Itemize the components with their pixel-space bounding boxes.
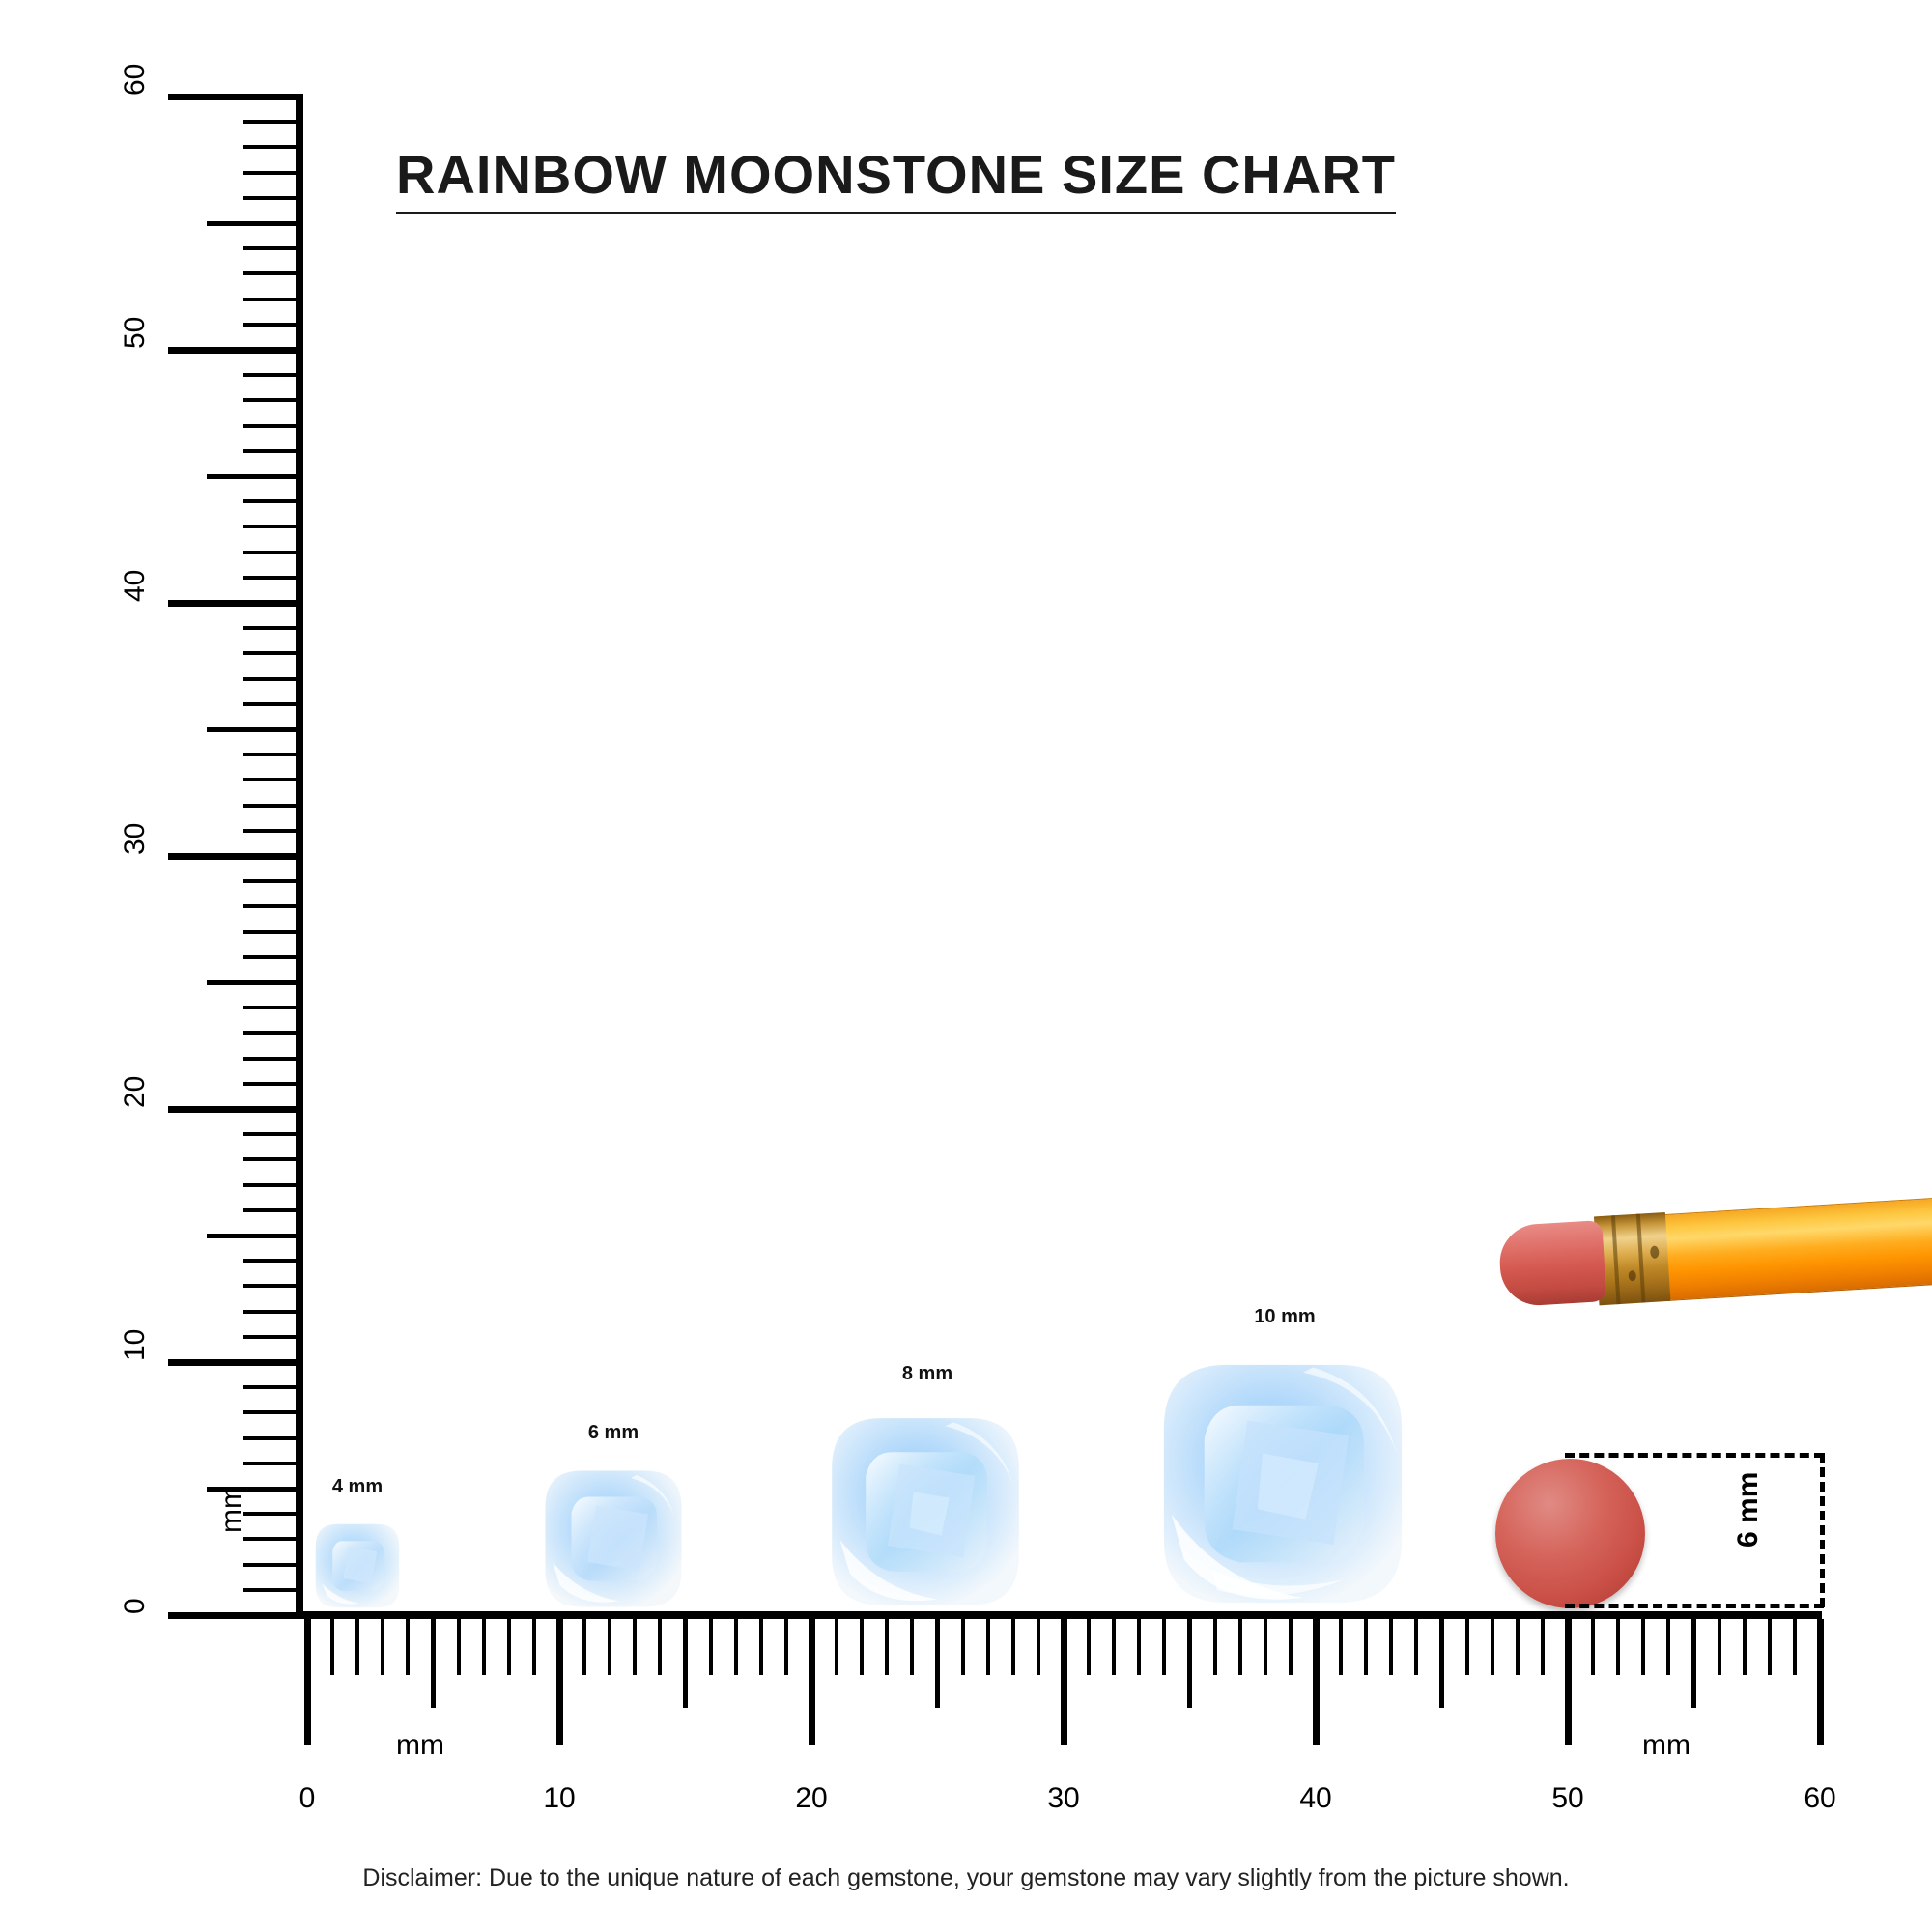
horizontal-tick [1339, 1619, 1343, 1675]
horizontal-tick [1264, 1619, 1267, 1675]
horizontal-tick [457, 1619, 461, 1675]
horizontal-tick [1162, 1619, 1166, 1675]
vertical-tick [243, 753, 303, 756]
horizontal-tick [507, 1619, 511, 1675]
horizontal-tick [809, 1619, 815, 1745]
gemstone-label-10mm: 10 mm [1254, 1306, 1316, 1327]
vertical-tick [243, 525, 303, 528]
horizontal-tick [1087, 1619, 1091, 1675]
gemstone-4mm [313, 1521, 402, 1610]
horizontal-tick [860, 1619, 864, 1675]
horizontal-tick [759, 1619, 763, 1675]
horizontal-tick [1516, 1619, 1520, 1675]
horizontal-tick [1541, 1619, 1545, 1675]
horizontal-tick [835, 1619, 838, 1675]
horizontal-tick [1137, 1619, 1141, 1675]
size-chart-canvas: RAINBOW MOONSTONE SIZE CHART 0 10 20 30 40 50 60 mm 0 10 20 30 40 50 60 mm mm 4 mm 6 mm 8 mm 10 mm 6 mm Disclaimer: Due to the unique nature of each gemstone, your gemstone may vary slightly from the picture shown. [0, 0, 1932, 1932]
vertical-tick [243, 702, 303, 706]
gemstone-10mm [1156, 1357, 1409, 1610]
horizontal-tick [608, 1619, 611, 1675]
horizontal-tick [1743, 1619, 1747, 1675]
vertical-tick [207, 980, 303, 985]
horizontal-tick-label: 50 [1551, 1782, 1584, 1814]
vertical-tick [243, 271, 303, 275]
vertical-tick [243, 904, 303, 908]
vertical-tick [243, 1157, 303, 1161]
gemstone-label-4mm: 4 mm [331, 1476, 384, 1497]
vertical-tick [243, 1284, 303, 1288]
horizontal-unit-label-left: mm [396, 1729, 444, 1761]
horizontal-tick [1465, 1619, 1469, 1675]
horizontal-tick [1793, 1619, 1797, 1675]
pencil-body [1662, 1198, 1932, 1302]
page-title: RAINBOW MOONSTONE SIZE CHART [396, 143, 1396, 214]
horizontal-tick [1037, 1619, 1040, 1675]
horizontal-tick [658, 1619, 662, 1675]
eraser-dim-bottom-line [1565, 1604, 1824, 1608]
vertical-tick [243, 398, 303, 402]
vertical-tick [168, 347, 303, 354]
horizontal-tick [709, 1619, 713, 1675]
disclaimer-text: Disclaimer: Due to the unique nature of each gemstone, your gemstone may vary slightly from the picture shown. [362, 1864, 1570, 1891]
vertical-tick [207, 474, 303, 479]
horizontal-tick [1616, 1619, 1620, 1675]
horizontal-tick [1666, 1619, 1670, 1675]
horizontal-tick [1389, 1619, 1393, 1675]
vertical-tick [243, 373, 303, 377]
horizontal-tick [1768, 1619, 1772, 1675]
horizontal-tick [532, 1619, 536, 1675]
vertical-tick [243, 804, 303, 808]
vertical-tick [168, 853, 303, 860]
horizontal-tick [431, 1619, 436, 1708]
horizontal-tick [1112, 1619, 1116, 1675]
horizontal-tick [1491, 1619, 1494, 1675]
vertical-tick [243, 1588, 303, 1592]
vertical-tick [243, 576, 303, 580]
vertical-tick [243, 424, 303, 428]
horizontal-tick-label: 10 [543, 1782, 576, 1814]
vertical-unit-label: mm [214, 1485, 247, 1533]
gemstone-8mm [826, 1412, 1025, 1611]
horizontal-tick [784, 1619, 788, 1675]
horizontal-tick [1641, 1619, 1645, 1675]
horizontal-tick [406, 1619, 410, 1675]
vertical-tick [243, 246, 303, 250]
pencil-icon [1490, 1188, 1932, 1321]
eraser-dimension-label: 6 mm [1732, 1471, 1764, 1548]
vertical-tick [243, 298, 303, 301]
horizontal-tick [1718, 1619, 1721, 1675]
horizontal-tick [1565, 1619, 1572, 1745]
vertical-tick [243, 1259, 303, 1263]
horizontal-tick [1011, 1619, 1015, 1675]
vertical-tick [207, 221, 303, 226]
horizontal-tick [885, 1619, 889, 1675]
vertical-tick [243, 930, 303, 934]
vertical-tick [243, 1082, 303, 1086]
vertical-tick [168, 94, 303, 100]
vertical-tick [243, 1512, 303, 1516]
vertical-tick [207, 727, 303, 732]
horizontal-tick [1313, 1619, 1320, 1745]
eraser-reference-circle [1495, 1459, 1645, 1608]
horizontal-tick [1414, 1619, 1418, 1675]
vertical-tick [243, 1410, 303, 1414]
horizontal-tick [1238, 1619, 1242, 1675]
horizontal-tick [381, 1619, 384, 1675]
horizontal-tick [1817, 1619, 1824, 1745]
vertical-tick [243, 551, 303, 554]
vertical-tick [243, 879, 303, 883]
horizontal-unit-label-right: mm [1642, 1729, 1690, 1761]
horizontal-tick [1289, 1619, 1293, 1675]
vertical-tick [243, 829, 303, 833]
vertical-tick [243, 499, 303, 503]
vertical-tick [207, 1234, 303, 1238]
vertical-tick [243, 171, 303, 175]
horizontal-tick-label: 20 [795, 1782, 828, 1814]
vertical-tick [243, 1537, 303, 1541]
vertical-tick [243, 120, 303, 124]
horizontal-tick-label: 40 [1299, 1782, 1332, 1814]
horizontal-ruler-axis [296, 1611, 1822, 1619]
vertical-tick [243, 1006, 303, 1009]
vertical-tick [243, 1183, 303, 1187]
gemstone-6mm [541, 1466, 686, 1611]
gemstone-label-8mm: 8 mm [901, 1363, 953, 1384]
vertical-tick [243, 1031, 303, 1035]
vertical-tick [243, 651, 303, 655]
vertical-tick [243, 1132, 303, 1136]
horizontal-tick [961, 1619, 965, 1675]
horizontal-tick [304, 1619, 311, 1745]
vertical-tick [243, 955, 303, 959]
horizontal-tick [556, 1619, 563, 1745]
vertical-tick [243, 1462, 303, 1465]
vertical-tick [243, 1335, 303, 1339]
horizontal-tick [330, 1619, 334, 1675]
vertical-tick [168, 1359, 303, 1366]
vertical-tick [243, 1057, 303, 1061]
vertical-tick [243, 196, 303, 200]
horizontal-tick [1691, 1619, 1696, 1708]
vertical-tick [168, 1612, 303, 1619]
horizontal-tick [1213, 1619, 1217, 1675]
horizontal-tick-label: 0 [298, 1782, 316, 1814]
horizontal-tick [1439, 1619, 1444, 1708]
vertical-tick [243, 1208, 303, 1212]
vertical-tick [243, 145, 303, 149]
horizontal-tick [355, 1619, 359, 1675]
horizontal-tick [986, 1619, 990, 1675]
vertical-tick [168, 600, 303, 607]
horizontal-tick [1061, 1619, 1067, 1745]
eraser-dim-right-line [1820, 1453, 1825, 1607]
horizontal-tick [582, 1619, 586, 1675]
horizontal-tick [910, 1619, 914, 1675]
horizontal-tick [482, 1619, 486, 1675]
vertical-tick [243, 1310, 303, 1314]
vertical-tick [243, 323, 303, 327]
gemstone-label-6mm: 6 mm [587, 1422, 639, 1443]
vertical-tick [243, 1385, 303, 1389]
horizontal-tick-label: 60 [1804, 1782, 1836, 1814]
horizontal-tick [1364, 1619, 1368, 1675]
horizontal-tick [1187, 1619, 1192, 1708]
horizontal-tick [935, 1619, 940, 1708]
vertical-tick [243, 1563, 303, 1567]
horizontal-tick [683, 1619, 688, 1708]
eraser-dim-top-line [1565, 1453, 1824, 1458]
vertical-tick [243, 778, 303, 781]
horizontal-tick [633, 1619, 637, 1675]
horizontal-tick-label: 30 [1047, 1782, 1080, 1814]
vertical-tick [243, 1436, 303, 1440]
horizontal-tick [734, 1619, 738, 1675]
vertical-tick [243, 677, 303, 681]
vertical-tick [243, 626, 303, 630]
horizontal-tick [1591, 1619, 1595, 1675]
pencil-eraser-tip [1497, 1220, 1606, 1307]
vertical-tick [168, 1106, 303, 1113]
vertical-tick [243, 449, 303, 453]
